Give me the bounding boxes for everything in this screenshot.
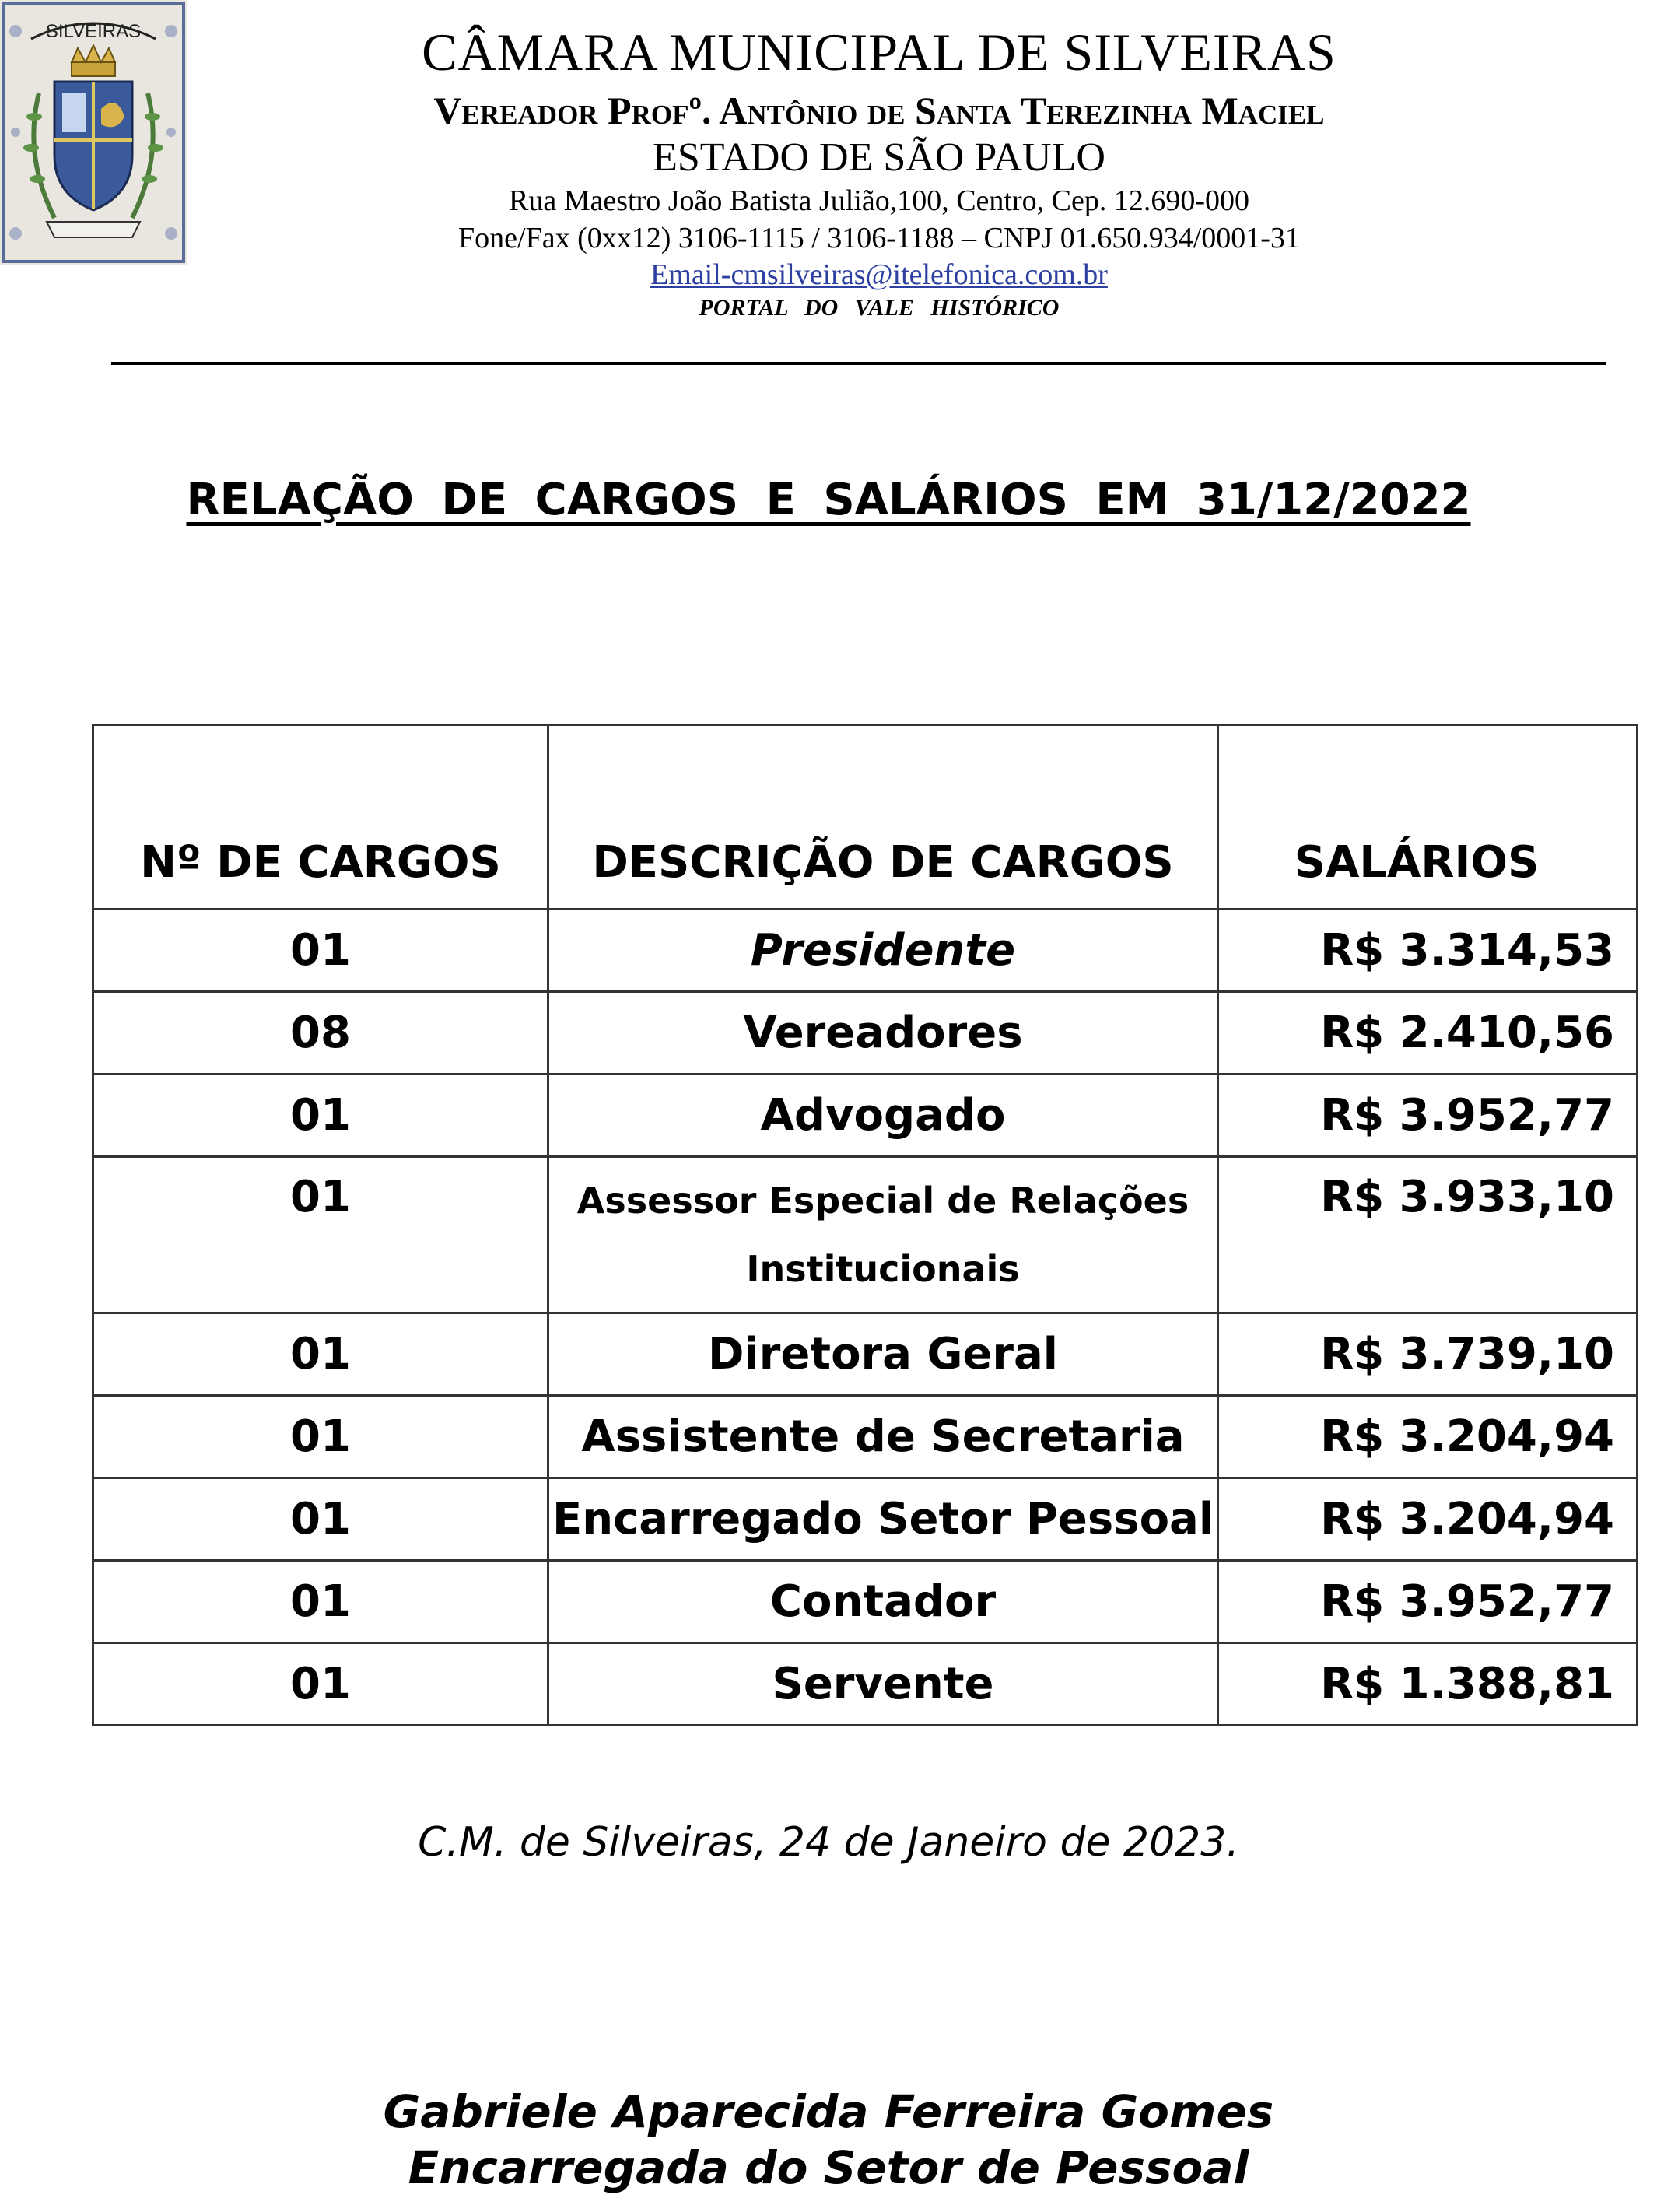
document-title: RELAÇÃO DE CARGOS E SALÁRIOS EM 31/12/2022: [186, 475, 1471, 525]
header-divider: [111, 362, 1606, 365]
cell-count: 01: [93, 1157, 548, 1313]
cell-salary: R$ 3.314,53: [1218, 910, 1638, 992]
phone-line: Fone/Fax (0xx12) 3106-1115 / 3106-1188 – CNPJ 01.650.934/0001-31: [458, 222, 1300, 254]
header-count: Nº DE CARGOS: [93, 725, 548, 910]
table-row: [93, 1074, 1638, 1157]
cell-count: 01: [93, 1074, 548, 1157]
table-row: [93, 992, 1638, 1074]
institution-title: CÂMARA MUNICIPAL DE SILVEIRAS: [422, 23, 1336, 82]
signer-role: Encarregada do Setor de Pessoal: [408, 2141, 1249, 2194]
svg-text:SILVEIRAS: SILVEIRAS: [45, 21, 142, 42]
table-row: [93, 1643, 1638, 1726]
cell-salary: R$ 3.933,10: [1218, 1157, 1638, 1313]
cell-count: 01: [93, 910, 548, 992]
header-description: DESCRIÇÃO DE CARGOS: [548, 725, 1218, 910]
cell-count: 01: [93, 1643, 548, 1726]
table-row: [93, 1396, 1638, 1478]
cell-salary: R$ 3.952,77: [1218, 1561, 1638, 1643]
cell-description: Servente: [548, 1643, 1218, 1726]
cell-salary: R$ 3.204,94: [1218, 1478, 1638, 1561]
cell-description: [548, 1157, 1218, 1313]
description-line-1: Assessor Especial de Relações: [576, 1180, 1189, 1222]
place-date-line: C.M. de Silveiras, 24 de Janeiro de 2023.: [418, 1819, 1239, 1866]
cell-description: Vereadores: [548, 992, 1218, 1074]
cell-count: 01: [93, 1313, 548, 1396]
signer-name: Gabriele Aparecida Ferreira Gomes: [383, 2085, 1274, 2138]
email-link[interactable]: Email-cmsilveiras@itelefonica.com.br: [650, 258, 1108, 291]
cell-description: Contador: [548, 1561, 1218, 1643]
cell-description: Advogado: [548, 1074, 1218, 1157]
cell-description: Encarregado Setor Pessoal: [548, 1478, 1218, 1561]
cell-salary: R$ 3.739,10: [1218, 1313, 1638, 1396]
description-line-2: Institucionais: [746, 1248, 1020, 1290]
header-salary: SALÁRIOS: [1218, 725, 1638, 910]
portal-tagline: PORTAL DO VALE HISTÓRICO: [699, 295, 1060, 321]
cell-salary: R$ 1.388,81: [1218, 1643, 1638, 1726]
cell-count: 01: [93, 1396, 548, 1478]
positions-salaries-table: [92, 724, 1638, 1726]
cell-description: Diretora Geral: [548, 1313, 1218, 1396]
vereador-name: Vereador Profº. Antônio de Santa Terezinha Maciel: [433, 89, 1325, 132]
cell-salary: R$ 3.952,77: [1218, 1074, 1638, 1157]
table-header-row: [93, 725, 1638, 910]
table-row: [93, 1313, 1638, 1396]
table-row: [93, 1478, 1638, 1561]
cell-count: 01: [93, 1561, 548, 1643]
coat-of-arms-logo: [0, 0, 187, 265]
table-row: [93, 1561, 1638, 1643]
cell-description: Presidente: [548, 910, 1218, 992]
table-row: [93, 910, 1638, 992]
cell-count: 01: [93, 1478, 548, 1561]
cell-description: Assistente de Secretaria: [548, 1396, 1218, 1478]
letterhead: [194, 17, 1564, 324]
address-line: Rua Maestro João Batista Julião,100, Centro, Cep. 12.690-000: [509, 184, 1249, 217]
cell-count: 08: [93, 992, 548, 1074]
cell-salary: R$ 2.410,56: [1218, 992, 1638, 1074]
cell-salary: R$ 3.204,94: [1218, 1396, 1638, 1478]
table-row: [93, 1157, 1638, 1313]
state-name: ESTADO DE SÃO PAULO: [653, 135, 1105, 180]
